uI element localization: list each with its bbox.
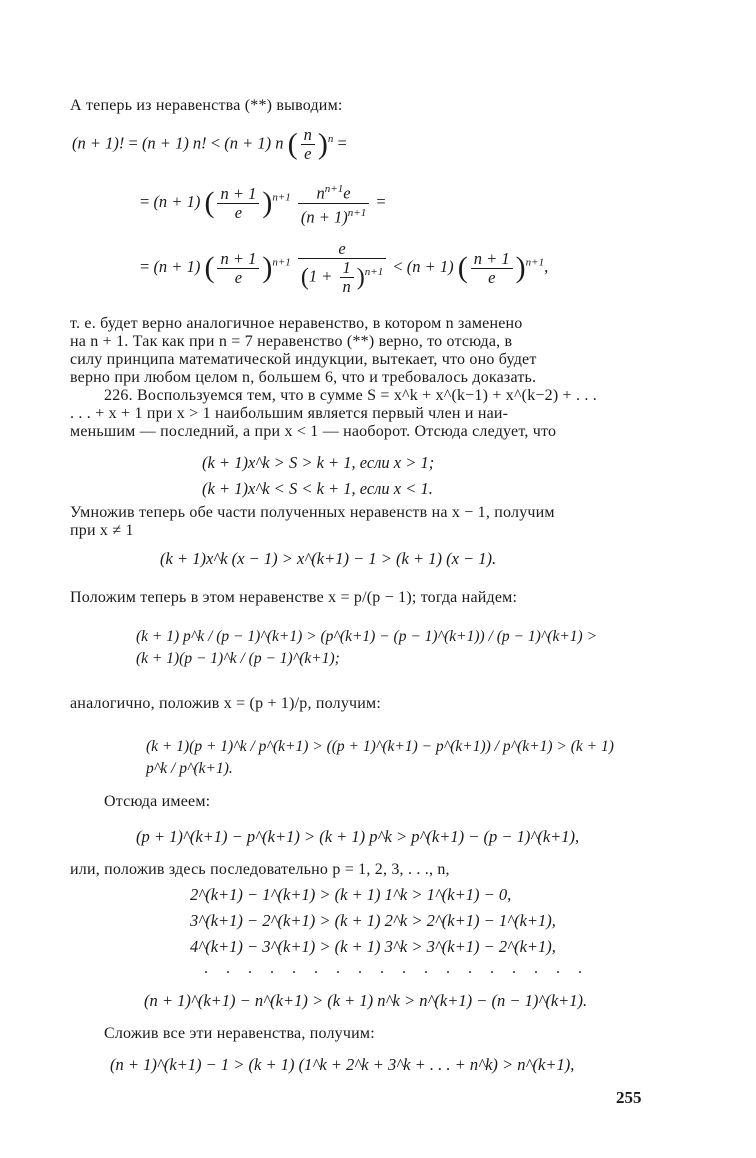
para3-line1: Умножив теперь обе части полученных неравенств на x − 1, получим (70, 504, 555, 521)
para1-line3: силу принципа математической индукции, вытекает, что оно будет (70, 351, 537, 368)
ineq-pair-2: (k + 1)x^k < S < k + 1, если x < 1. (202, 479, 433, 498)
series-line-1: 2^(k+1) − 1^(k+1) > (k + 1) 1^k > 1^(k+1) − 0, (190, 885, 512, 904)
page-number: 255 (616, 1088, 642, 1107)
para1-line2: на n + 1. Так как при n = 7 неравенство (**) верно, то отсюда, в (70, 333, 513, 350)
para6: Отсюда имеем: (104, 793, 211, 810)
equation-line-3: = (n + 1) ( $\frac{n + 1}{e}$ )$^{n+1}$ e (1 + $\frac{1}{n}$ )$^{n+1}$ < (n + 1) ( $\frac{n + 1}{e}$ )$^{n+1}$, (140, 239, 549, 296)
ineq-hence: (p + 1)^(k+1) − p^(k+1) > (k + 1) p^k > p^(k+1) − (p − 1)^(k+1), (136, 827, 580, 846)
ineq-sum: (n + 1)^(k+1) − 1 > (k + 1) (1^k + 2^k + 3^k + . . . + n^k) > n^(k+1), (110, 1055, 575, 1074)
para1-line4: верно при любом целом n, большем 6, что и требовалось доказать. (70, 369, 537, 386)
para7: или, положив здесь последовательно p = 1, 2, 3, . . ., n, (70, 861, 450, 878)
series-line-2: 3^(k+1) − 2^(k+1) > (k + 1) 2^k > 2^(k+1) − 1^(k+1), (190, 911, 556, 930)
frac-ineq-1: (k + 1) p^k / (p − 1)^(k+1) > (p^(k+1) − (p − 1)^(k+1)) / (p − 1)^(k+1) > (k + 1)(p − 1)^k / (p − 1)^(k+1); (136, 628, 598, 667)
para2-line1: 226. Воспользуемся тем, что в сумме S = x^k + x^(k−1) + x^(k−2) + . . . (104, 387, 597, 404)
text-intro: А теперь из неравенства (**) выводим: (70, 97, 343, 114)
para8: Сложив все эти неравенства, получим: (104, 1025, 375, 1042)
ineq-pair-1: (k + 1)x^k > S > k + 1, если x > 1; (202, 453, 435, 472)
ineq-mult: (k + 1)x^k (x − 1) > x^(k+1) − 1 > (k + 1) (x − 1). (160, 549, 497, 568)
para5: аналогично, положив x = (p + 1)/p, получим: (70, 695, 381, 712)
para1-line1: т. е. будет верно аналогичное неравенство, в котором n заменено (70, 315, 523, 332)
para3-line2: при x ≠ 1 (70, 522, 134, 539)
para2-line2: . . . + x + 1 при x > 1 наибольшим является первый член и наи- (70, 405, 509, 422)
equation-line-2: = (n + 1) ( $\frac{n + 1}{e}$ )$^{n+1}$ $\frac{n^{n+1}e}{(n + 1)^{n+1}}$ = (140, 180, 386, 226)
series-last: (n + 1)^(k+1) − n^(k+1) > (k + 1) n^k > n^(k+1) − (n − 1)^(k+1). (144, 991, 588, 1010)
equation-line-1: (n + 1)! = (n + 1) n! < (n + 1) n ( $\frac{n}{e}$ )$^n$ = (72, 125, 347, 163)
para4: Положим теперь в этом неравенстве x = p/(p − 1); тогда найдем: (70, 589, 518, 606)
para2-line3: меньшим — последний, а при x < 1 — наоборот. Отсюда следует, что (70, 423, 557, 440)
series-dots: . . . . . . . . . . . . . . . . . . (204, 960, 589, 977)
series-line-3: 4^(k+1) − 3^(k+1) > (k + 1) 3^k > 3^(k+1) − 2^(k+1), (190, 937, 556, 956)
frac-ineq-2: (k + 1)(p + 1)^k / p^(k+1) > ((p + 1)^(k+1) − p^(k+1)) / p^(k+1) > (k + 1) p^k / p^(k+1). (146, 738, 614, 777)
